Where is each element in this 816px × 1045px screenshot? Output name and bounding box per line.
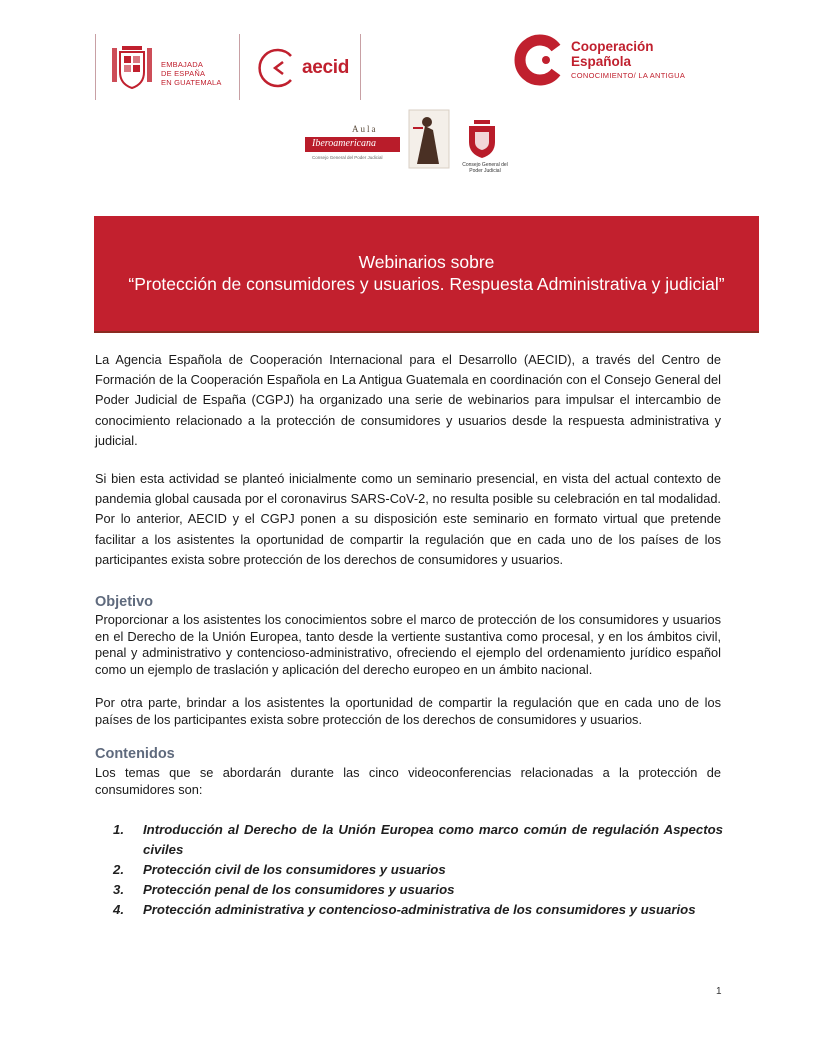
coop-line3: CONOCIMIENTO/ LA ANTIGUA: [571, 71, 686, 80]
page-number: 1: [716, 986, 722, 997]
embassy-name: [161, 60, 222, 87]
embassy-line1: EMBAJADA: [161, 60, 204, 69]
aula-sub-text: Consejo General del Poder Judicial: [312, 155, 383, 160]
coop-line2: Española: [571, 54, 632, 69]
list-item: [113, 820, 723, 860]
list-item-text: Protección civil de los consumidores y usuarios: [143, 862, 446, 877]
list-item-text: Introducción al Derecho de la Unión Europea como marco común de regulación Aspectos civiles: [143, 822, 723, 857]
cgpj-shield-icon: [466, 118, 498, 160]
objetivo-paragraph-1: Proporcionar a los asistentes los conocimientos sobre el marco de protección de los consumidores y usuarios en el Derecho de la Unión Europea, tanto desde la vertiente sustantiva como procesal, y en los ámbitos civil, penal y administrativo y contencioso-administrativo, ofreciendo el ejemplo del ordenamiento jurídico español como un ejemplo de traslación y aplicación del derecho europeo en un ámbito nacional.: [95, 612, 721, 677]
list-item-number: 3.: [113, 882, 124, 897]
list-item-number: 1.: [113, 822, 124, 837]
list-item-text: Protección administrativa y contencioso-administrativa de los consumidores y usuarios: [143, 902, 696, 917]
contenidos-intro: Los temas que se abordarán durante las cinco videoconferencias relacionadas a la protección de consumidores son:: [95, 765, 721, 797]
divider: [239, 34, 240, 100]
list-item-text: Protección penal de los consumidores y usuarios: [143, 882, 455, 897]
list-item: [113, 900, 723, 920]
contenidos-list: [113, 820, 723, 920]
list-item: [113, 880, 723, 900]
embassy-line2: DE ESPAÑA: [161, 69, 206, 78]
aecid-wordmark: aecid: [302, 57, 350, 78]
coop-line1: Cooperación: [571, 39, 654, 54]
list-item-number: 4.: [113, 902, 124, 917]
objetivo-heading: Objetivo: [95, 594, 154, 610]
aecid-logo-icon: [253, 44, 301, 92]
banner-title-line1: Webinarios sobre: [358, 252, 495, 272]
list-item: [113, 860, 723, 880]
cgpj-text: Consejo General del Poder Judicial: [462, 162, 508, 174]
banner-title-line2: “Protección de consumidores y usuarios. Respuesta Administrativa y judicial”: [128, 274, 725, 294]
spain-coat-of-arms-icon: [110, 42, 154, 92]
intro-paragraph-1: La Agencia Española de Cooperación Internacional para el Desarrollo (AECID), a través del Centro de Formación de la Cooperación Española en La Antigua Guatemala en coordinación con el Consejo General del Poder Judicial de España (CGPJ) ha organizado una serie de webinarios para impulsar el intercambio de conocimiento relacionado a la protección de consumidores y usuarios desde la respuesta administrativa y judicial.: [95, 352, 721, 448]
intro-paragraph-2: Si bien esta actividad se planteó inicialmente como un seminario presencial, en vista del actual contexto de pandemia global causada por el coronavirus SARS-CoV-2, no resulta posible su celebración en tal modalidad. Por lo anterior, AECID y el CGPJ ponen a su disposición este seminario en formato virtual que pretende facilitar a los asistentes la oportunidad de compartir la regulación que en cada uno de los países de los participantes exista sobre protección de los derechos de consumidores y usuarios.: [95, 471, 721, 567]
aula-figure-icon: [405, 108, 455, 170]
embassy-line3: EN GUATEMALA: [161, 78, 222, 87]
objetivo-paragraph-2: Por otra parte, brindar a los asistentes la oportunidad de compartir la regulación que en cada uno de los países de los participantes exista sobre protección de los derechos de consumidores y usuarios.: [95, 695, 721, 727]
divider: [95, 34, 96, 100]
divider: [360, 34, 361, 100]
list-item-number: 2.: [113, 862, 124, 877]
contenidos-heading: Contenidos: [95, 746, 175, 762]
aula-main-text: Iberoamericana: [312, 138, 377, 149]
cooperacion-espanola-logo-icon: [512, 34, 566, 86]
aula-top-text: Aula: [352, 124, 378, 134]
